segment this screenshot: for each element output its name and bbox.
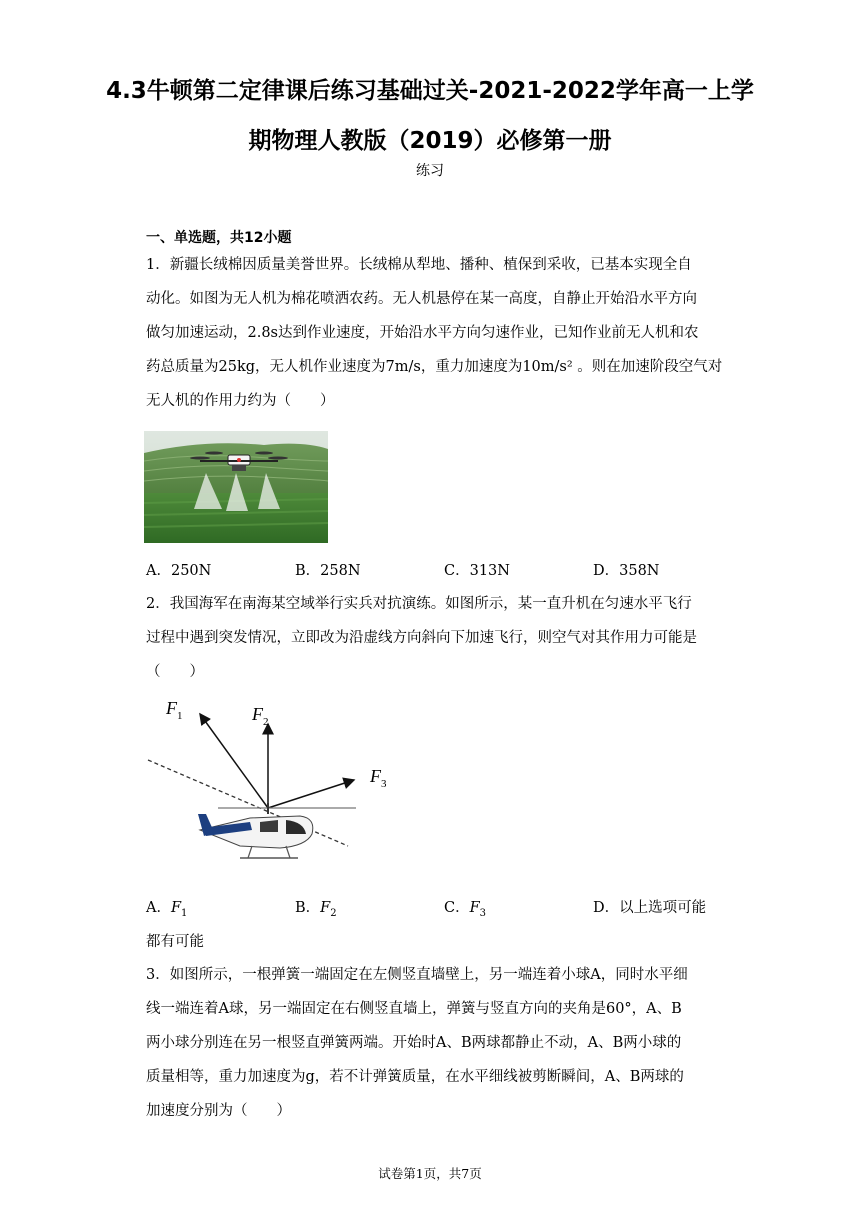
q1-option-b[interactable]: B．258N xyxy=(295,563,361,579)
q2-option-a[interactable]: A．$F_1$ xyxy=(146,900,188,919)
page-title-line1: 4.3牛顿第二定律课后练习基础过关-2021-2022学年高一上学 xyxy=(106,78,754,104)
q2-line: （ ） xyxy=(146,664,204,680)
q1-line: 无人机的作用力约为（ ） xyxy=(146,393,335,409)
f1-arrow xyxy=(200,714,268,808)
q1-line: 药总质量为25kg，无人机作业速度为7m/s，重力加速度为10m/s² 。则在加速阶段空气对 xyxy=(146,359,723,375)
page-subtitle: 练习 xyxy=(416,163,444,179)
q1-line: 动化。如图为无人机为棉花喷洒农药。无人机悬停在某一高度，自静止开始沿水平方向 xyxy=(146,291,697,307)
q1-option-c[interactable]: C．313N xyxy=(444,563,510,579)
q3-line: 两小球分别连在另一根竖直弹簧两端。开始时A、B两球都静止不动，A、B两小球的 xyxy=(146,1035,682,1051)
q2-option-d-continued: 都有可能 xyxy=(146,934,204,950)
q3-line: 3．如图所示，一根弹簧一端固定在左侧竖直墙壁上，另一端连着小球A，同时水平细 xyxy=(146,967,688,983)
drone-spraying-photo xyxy=(144,431,328,543)
q2-option-b[interactable]: B．$F_2$ xyxy=(295,900,337,919)
section-heading: 一、单选题，共12小题 xyxy=(146,230,292,246)
q2-option-d[interactable]: D．以上选项可能 xyxy=(593,900,707,916)
page-footer: 试卷第1页，共7页 xyxy=(378,1166,482,1181)
q2-line: 过程中遇到突发情况，立即改为沿虚线方向斜向下加速飞行，则空气对其作用力可能是 xyxy=(146,630,697,646)
page-title-line2: 期物理人教版（2019）必修第一册 xyxy=(248,128,612,154)
f3-arrow xyxy=(268,780,354,808)
spray-mist xyxy=(194,473,280,511)
q3-line: 线一端连着A球，另一端固定在右侧竖直墙上，弹簧与竖直方向的夹角是60°，A、B xyxy=(146,1001,682,1017)
helicopter xyxy=(198,803,356,858)
helicopter-force-diagram xyxy=(140,690,410,870)
q1-option-d[interactable]: D．358N xyxy=(593,563,660,579)
f3-label: $F_3$ xyxy=(370,766,387,790)
q1-option-a[interactable]: A．250N xyxy=(146,563,212,579)
q1-line: 做匀加速运动，2.8s达到作业速度，开始沿水平方向匀速作业，已知作业前无人机和农 xyxy=(146,325,699,341)
f1-label: $F_1$ xyxy=(166,698,183,722)
f2-label: $F_2$ xyxy=(252,704,269,728)
q2-line: 2．我国海军在南海某空域举行实兵对抗演练。如图所示，某一直升机在匀速水平飞行 xyxy=(146,596,692,612)
q2-option-c[interactable]: C．$F_3$ xyxy=(444,900,487,919)
q3-line: 加速度分别为（ ） xyxy=(146,1103,291,1119)
q3-line: 质量相等，重力加速度为g，若不计弹簧质量，在水平细线被剪断瞬间，A、B两球的 xyxy=(146,1069,684,1085)
q1-line: 1．新疆长绒棉因质量美誉世界。长绒棉从犁地、播种、植保到采收，已基本实现全自 xyxy=(146,257,692,273)
